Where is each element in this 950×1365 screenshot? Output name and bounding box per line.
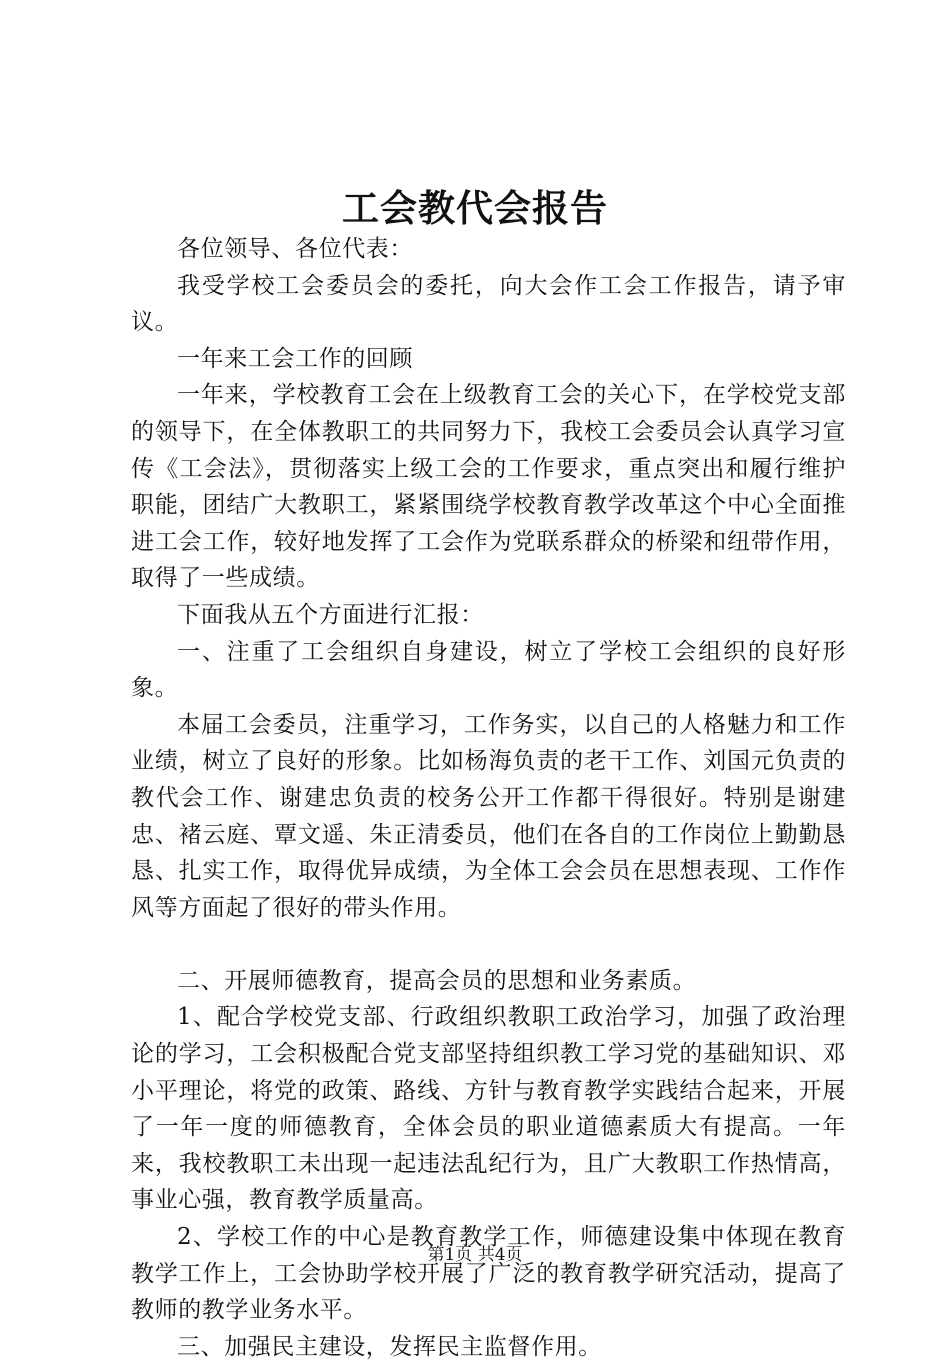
- paragraph-overview: 下面我从五个方面进行汇报：: [177, 601, 484, 628]
- paragraph-committee: 本届工会委员，注重学习，工作务实，以自己的人格魅力和工作业绩，树立了良好的形象。比如杨海负责的老干工作、刘国元负责的教代会工作、谢建忠负责的校务公开工作都干得很好。特别是谢建忠、褚云庭、覃文遥、朱正清委员，他们在各自的工作岗位上勤勤恳恳、扎实工作，取得优异成绩，为全体工会会员在思想表现、工作作风等方面起了很好的带头作用。: [131, 711, 846, 921]
- paragraph-greeting: 各位领导、各位代表：: [177, 236, 413, 262]
- document-title: 工会教代会报告: [342, 186, 608, 230]
- section-heading-two: 二、开展师德教育，提高会员的思想和业务素质。: [177, 967, 697, 994]
- paragraph-review: 一年来，学校教育工会在上级教育工会的关心下，在学校党支部的领导下，在全体教职工的共同努力下，我校工会委员会认真学习宣传《工会法》，贯彻落实上级工会的工作要求，重点突出和履行维护职能，团结广大教职工，紧紧围绕学校教育教学改革这个中心全面推进工会工作，较好地发挥了工会作为党联系群众的桥梁和纽带作用，取得了一些成绩。: [131, 382, 846, 592]
- section-heading-review: 一年来工会工作的回顾: [177, 345, 413, 372]
- paragraph-point-2: 2、学校工作的中心是教育教学工作，师德建设集中体现在教育教学工作上，工会协助学校开展了广泛的教育教学研究活动，提高了教师的教学业务水平。: [131, 1224, 846, 1324]
- paragraph-point-1: 1、配合学校党支部、行政组织教职工政治学习，加强了政治理论的学习，工会积极配合党支部坚持组织教工学习党的基础知识、邓小平理论，将党的政策、路线、方针与教育教学实践结合起来，开展了一年一度的师德教育，全体会员的职业道德素质大有提高。一年来，我校教职工未出现一起违法乱纪行为，且广大教职工作热情高，事业心强，教育教学质量高。: [131, 1004, 846, 1214]
- page-number: 第1页 共4页: [427, 1245, 523, 1265]
- section-heading-three: 三、加强民主建设，发挥民主监督作用。: [177, 1333, 602, 1360]
- section-heading-one: 一、注重了工会组织自身建设，树立了学校工会组织的良好形象。: [131, 638, 846, 702]
- paragraph-intro: 我受学校工会委员会的委托，向大会作工会工作报告，请予审议。: [131, 272, 846, 336]
- document-body: [131, 231, 846, 1365]
